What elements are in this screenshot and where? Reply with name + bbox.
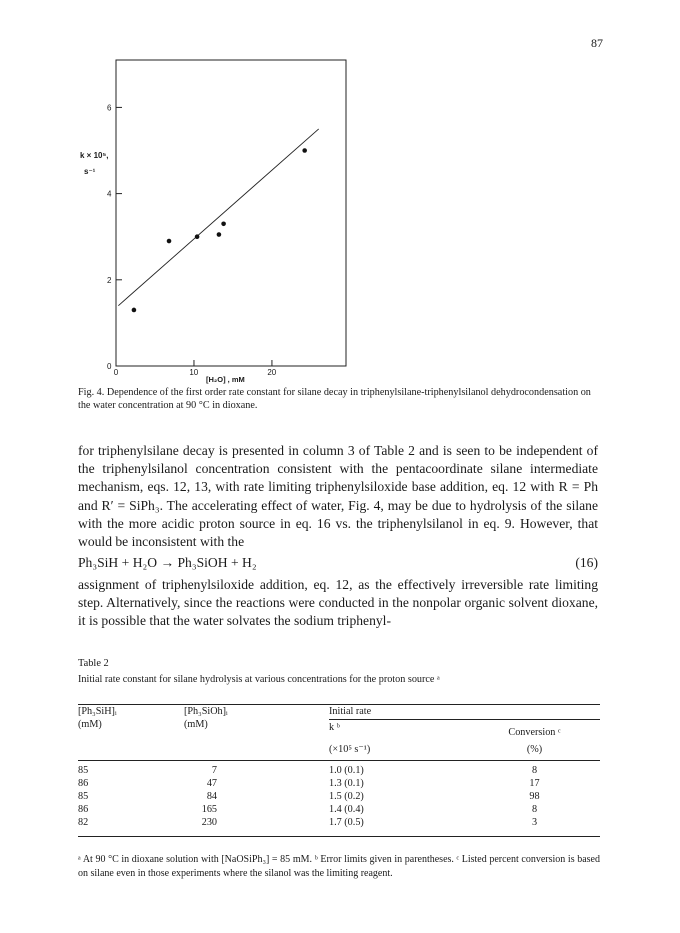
table-cell: 165 xyxy=(201,804,217,815)
table-cell: 3 xyxy=(531,817,538,828)
plot-frame xyxy=(116,60,346,366)
header-col3-unit: (×10⁵ s⁻¹) xyxy=(329,744,371,755)
table-cell: 98 xyxy=(529,791,540,802)
table-cell: 1.0 (0.1) xyxy=(329,765,364,776)
table-label: Table 2 xyxy=(78,658,109,669)
y-tick-label: 6 xyxy=(107,103,112,113)
table-cell: 230 xyxy=(201,817,217,828)
table-title: Initial rate constant for silane hydrolysis at various concentrations for the proton source ᵃ xyxy=(78,674,440,685)
table-row xyxy=(78,778,600,791)
header-group: Initial rate xyxy=(329,706,372,717)
body-paragraph xyxy=(78,442,598,551)
equation-text: Ph₃SiH + H₂O → Ph₃SiOH + H₂ xyxy=(78,555,257,570)
table-cell: 86 xyxy=(78,778,89,789)
table-cell: 1.4 (0.4) xyxy=(329,804,364,815)
table-row xyxy=(78,765,600,778)
equation-number: (16) xyxy=(575,555,598,570)
table-cell: 82 xyxy=(78,817,89,828)
header-col1-unit: (mM) xyxy=(78,719,102,730)
figure-4-chart xyxy=(0,0,680,400)
table-body xyxy=(78,765,600,830)
data-point xyxy=(132,308,137,313)
table-cell: 85 xyxy=(78,765,89,776)
table-cell: 17 xyxy=(529,778,540,789)
table-cell: 1.5 (0.2) xyxy=(329,791,364,802)
x-axis-label: [H₂O] , mM xyxy=(206,375,245,384)
page-number: 87 xyxy=(591,36,603,50)
y-tick-label: 4 xyxy=(107,189,112,199)
table-row xyxy=(78,791,600,804)
y-axis-label-line1: k × 10⁵, xyxy=(80,151,109,160)
x-tick-label: 10 xyxy=(189,368,199,377)
y-tick-label: 0 xyxy=(107,362,112,371)
data-point xyxy=(195,234,200,239)
header-col2: [Ph₃SiOh]ᵢ xyxy=(184,706,228,717)
table-cell: 84 xyxy=(206,791,217,802)
data-point xyxy=(167,239,172,244)
equation-16 xyxy=(78,554,598,572)
table-cell: 8 xyxy=(531,765,538,776)
y-axis-label-line2: s⁻¹ xyxy=(84,167,96,176)
table-row xyxy=(78,817,600,830)
header-col2-unit: (mM) xyxy=(184,719,208,730)
data-points xyxy=(132,148,307,312)
header-col4-unit: (%) xyxy=(526,744,543,755)
data-point xyxy=(221,221,226,226)
y-tick-label: 2 xyxy=(107,275,112,285)
table-cell: 86 xyxy=(78,804,89,815)
figure-caption: Fig. 4. Dependence of the first order rate constant for silane decay in triphenylsilane-triphenylsilanol dehydrocondensation on the water concentration at 90 °C in dioxane. xyxy=(78,387,591,411)
table-cell: 8 xyxy=(531,804,538,815)
table-cell: 85 xyxy=(78,791,89,802)
table-row xyxy=(78,804,600,817)
data-point xyxy=(302,148,307,153)
table-cell: 1.3 (0.1) xyxy=(329,778,364,789)
table-cell: 47 xyxy=(206,778,217,789)
header-col3: k ᵇ xyxy=(329,722,340,733)
table-2 xyxy=(78,706,600,830)
x-tick-label: 0 xyxy=(113,368,119,377)
body-paragraph-text: for triphenylsilane decay is presented in column 3 of Table 2 and is seen to be independent of the triphenylsilanol concentration consistent with the pentacoordinate silane intermediate mechanism, eqs. 12, 13, with rate limiting triphenylsiloxide base addition, eq. 12 with R = Ph and R′ = SiPh₃. The accelerating effect of water, Fig. 4, may be due to hydrolysis of the silane with the more acidic proton source in eq. 16 vs. the triphenylsilanol in eq. 9. However, that would be inconsistent with the xyxy=(78,443,598,550)
header-col4: Conversion ᶜ xyxy=(508,727,561,738)
table-top-rule xyxy=(78,704,600,705)
table-cell: 1.7 (0.5) xyxy=(329,817,364,828)
table-bottom-rule xyxy=(78,836,600,837)
table-cell: 7 xyxy=(211,765,217,776)
data-point xyxy=(217,232,222,237)
header-col1: [Ph₃SiH]ᵢ xyxy=(78,706,117,717)
fit-line xyxy=(118,129,318,306)
body-paragraph-2: assignment of triphenylsiloxide addition, eq. 12, as the effectively irreversible rate limiting step. Alternatively, since the reactions were conducted in the nonpolar organic solvent dioxane, it is possible that the water solvates the sodium triphenyl- xyxy=(78,577,598,629)
axis-ticks xyxy=(116,107,272,366)
x-tick-label: 20 xyxy=(267,368,277,377)
table-footnote: ᵃ At 90 °C in dioxane solution with [NaOSiPh₃] = 85 mM. ᵇ Error limits given in parentheses. ᶜ Listed percent conversion is based on silane even in those experiments where the silanol was the limiting reagent. xyxy=(78,854,600,879)
